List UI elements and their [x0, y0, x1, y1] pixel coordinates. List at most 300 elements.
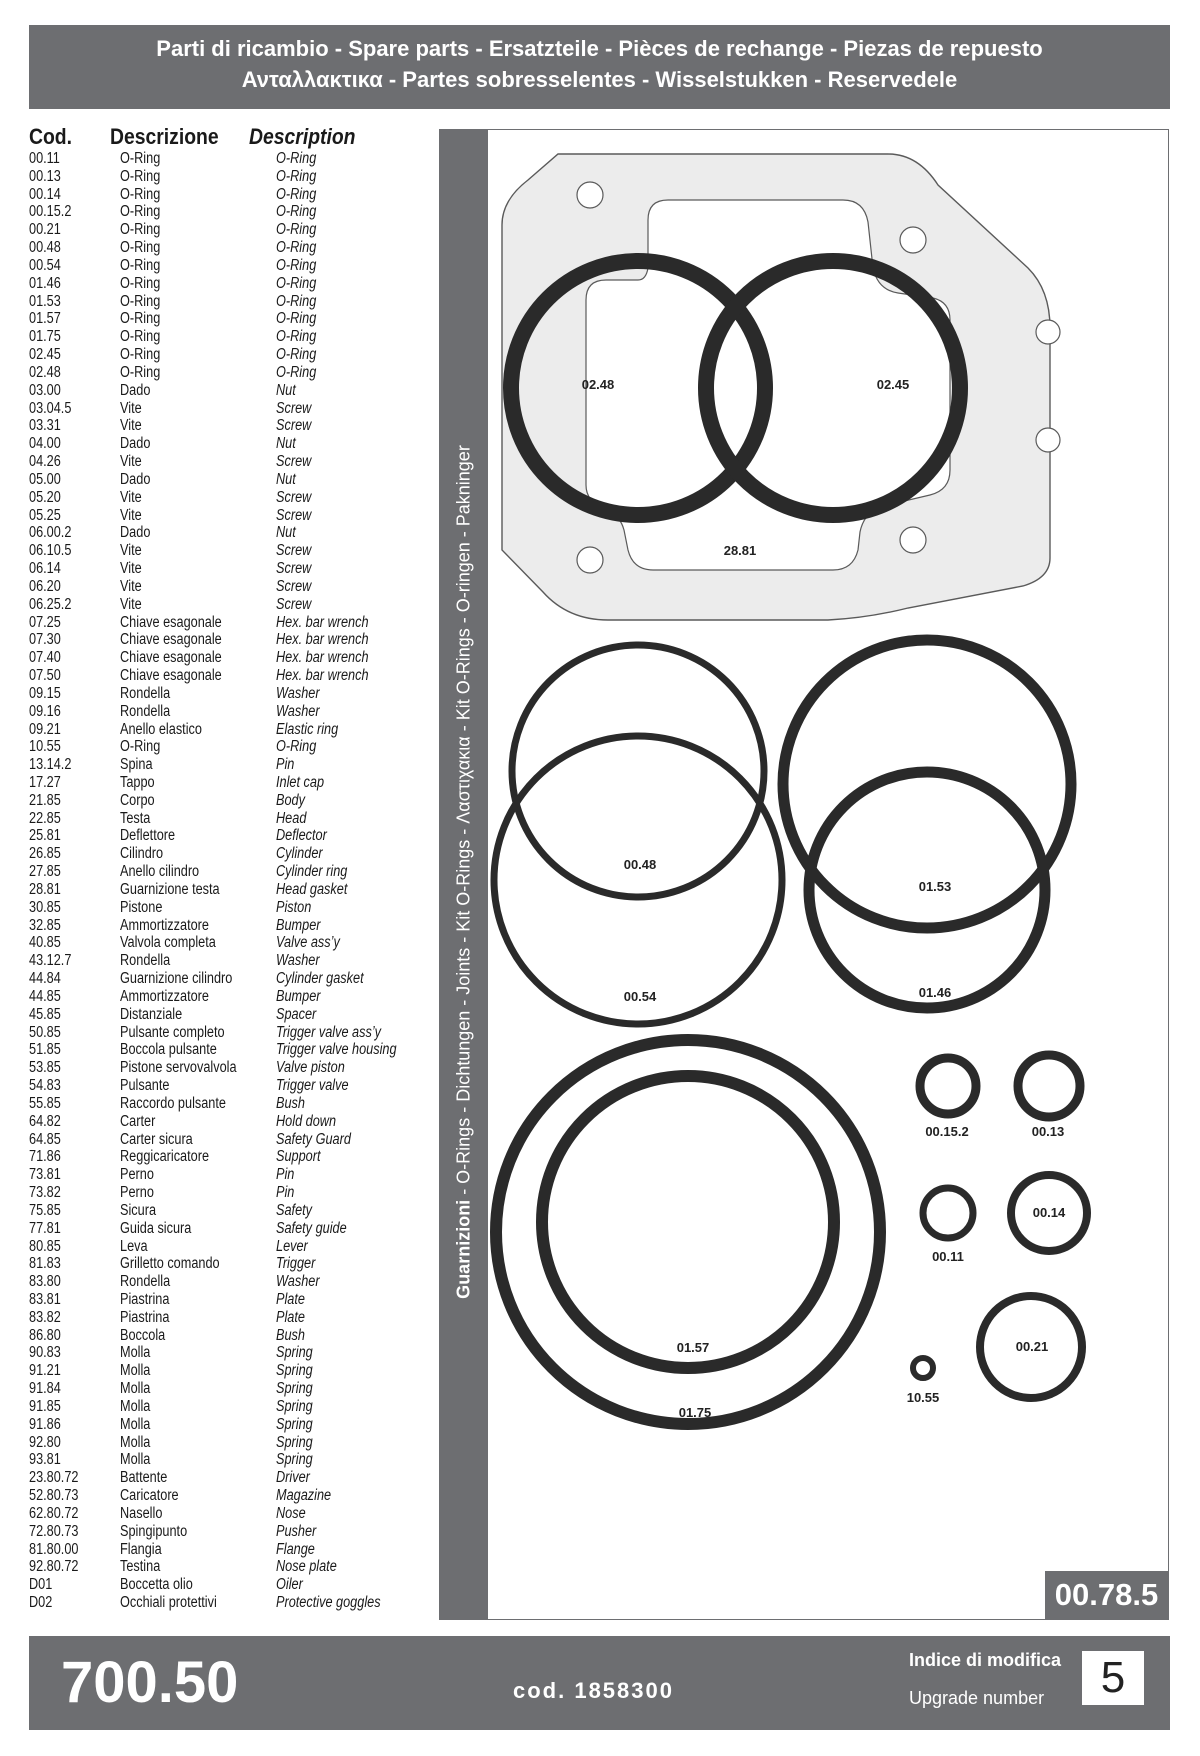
part-name-italian: Piastrina [120, 1308, 170, 1326]
part-code: 62.80.72 [29, 1504, 79, 1522]
part-name-english: O-Ring [276, 256, 317, 274]
part-code: 21.85 [29, 791, 61, 809]
part-name-english: Spring [276, 1362, 313, 1380]
part-name-italian: Rondella [120, 684, 171, 702]
label-00-15-2: 00.15.2 [925, 1124, 969, 1139]
part-name-italian: Vite [120, 577, 142, 595]
part-name-italian: Tappo [120, 773, 155, 791]
label-28-81: 28.81 [723, 543, 757, 558]
part-name-italian: Vite [120, 417, 142, 435]
part-name-italian: Dado [120, 470, 151, 488]
header-languages-line-2: Ανταλλακτικα - Partes sobresselentes - Wisselstukken - Reservedele [241, 67, 958, 92]
label-02-45: 02.45 [876, 377, 910, 392]
label-10-55: 10.55 [906, 1390, 940, 1405]
part-name-english: Lever [276, 1237, 308, 1255]
parts-row [29, 1041, 429, 1059]
part-code: 77.81 [29, 1219, 61, 1237]
part-name-english: O-Ring [276, 274, 317, 292]
part-name-english: Nut [276, 381, 296, 399]
part-code: 05.20 [29, 488, 61, 506]
part-name-english: Spring [276, 1397, 313, 1415]
label-00-11: 00.11 [932, 1249, 964, 1264]
parts-row [29, 542, 429, 560]
part-name-english: Nut [276, 435, 296, 453]
part-name-italian: Boccola [120, 1326, 166, 1344]
part-name-italian: Perno [120, 1166, 154, 1184]
part-code: 43.12.7 [29, 952, 72, 970]
parts-row [29, 1416, 429, 1434]
parts-row [29, 685, 429, 703]
gasket-bolt-hole [1036, 428, 1060, 452]
part-name-italian: Dado [120, 524, 151, 542]
seal-kit-diagram [439, 129, 1169, 1620]
part-code: 72.80.73 [29, 1522, 79, 1540]
part-name-italian: O-Ring [120, 738, 161, 756]
part-name-english: Spacer [276, 1005, 317, 1023]
part-name-english: Washer [276, 702, 320, 720]
parts-row [29, 952, 429, 970]
part-code: 00.15.2 [29, 203, 72, 221]
label-01-57: 01.57 [676, 1340, 710, 1355]
part-code: 01.57 [29, 310, 61, 328]
o-ring-00-13 [1018, 1055, 1080, 1117]
parts-row [29, 239, 429, 257]
part-name-english: O-Ring [276, 310, 317, 328]
part-name-english: Hold down [276, 1112, 337, 1130]
part-code: 23.80.72 [29, 1469, 79, 1487]
part-name-italian: Ammortizzatore [120, 987, 209, 1005]
part-code: 71.86 [29, 1148, 61, 1166]
parts-row [29, 1487, 429, 1505]
part-code: 07.40 [29, 649, 61, 667]
part-name-italian: O-Ring [120, 239, 161, 257]
parts-row [29, 1327, 429, 1345]
part-name-italian: Testa [120, 809, 151, 827]
part-name-english: Bumper [276, 916, 321, 934]
part-name-italian: Dado [120, 381, 151, 399]
part-name-italian: Testina [120, 1558, 161, 1576]
part-code: 28.81 [29, 880, 61, 898]
parts-row [29, 738, 429, 756]
page-header [29, 25, 1170, 109]
parts-row [29, 1309, 429, 1327]
part-name-italian: Flangia [120, 1540, 162, 1558]
part-name-italian: Vite [120, 560, 142, 578]
part-code: 44.85 [29, 987, 61, 1005]
part-code: 91.86 [29, 1415, 61, 1433]
part-name-english: Hex. bar wrench [276, 631, 369, 649]
part-name-italian: Valvola completa [120, 934, 216, 952]
header-languages-line-1: Parti di ricambio - Spare parts - Ersatzteile - Pièces de rechange - Piezas de repuesto [156, 36, 1043, 61]
parts-row [29, 1576, 429, 1594]
part-name-italian: Piastrina [120, 1291, 170, 1308]
part-name-english: Screw [276, 595, 312, 613]
parts-row [29, 1541, 429, 1559]
part-name-italian: Ammortizzatore [120, 916, 209, 934]
part-code: 03.00 [29, 381, 61, 399]
part-code: 81.80.00 [29, 1540, 79, 1558]
part-name-italian: Vite [120, 595, 142, 613]
parts-list [29, 124, 429, 1612]
part-code: 26.85 [29, 845, 61, 863]
part-name-italian: Vite [120, 399, 142, 417]
part-name-english: Hex. bar wrench [276, 667, 369, 685]
part-name-english: Spring [276, 1415, 313, 1433]
seals-drawing [488, 130, 1168, 1619]
part-code: 73.81 [29, 1166, 61, 1184]
part-code: 10.55 [29, 738, 61, 756]
parts-row [29, 257, 429, 275]
part-name-english: O-Ring [276, 203, 317, 221]
parts-row [29, 310, 429, 328]
part-code: 07.50 [29, 667, 61, 685]
column-header-english: Description [249, 124, 356, 149]
part-code: 86.80 [29, 1326, 61, 1344]
side-label-rest: - O-Rings - Dichtungen - Joints - Kit O-Rings - Λαστιχακια - Kit O-Rings - O-ringen - Pakninger [453, 445, 474, 1200]
parts-row [29, 1558, 429, 1576]
part-name-italian: Guarnizione testa [120, 880, 220, 898]
parts-row [29, 1095, 429, 1113]
part-name-english: Pusher [276, 1522, 317, 1540]
part-code: 00.48 [29, 239, 61, 257]
part-code: 32.85 [29, 916, 61, 934]
part-code: 17.27 [29, 773, 61, 791]
part-name-english: Trigger [276, 1255, 316, 1273]
part-name-italian: O-Ring [120, 167, 161, 185]
parts-row [29, 560, 429, 578]
o-ring-10-55 [913, 1358, 933, 1378]
part-name-italian: Corpo [120, 791, 155, 809]
part-code: 07.30 [29, 631, 61, 649]
part-name-italian: Reggicaricatore [120, 1148, 210, 1166]
parts-row [29, 1166, 429, 1184]
part-name-italian: Spingipunto [120, 1522, 188, 1540]
parts-row [29, 1238, 429, 1256]
part-name-italian: Pulsante [120, 1077, 170, 1095]
part-name-english: Driver [276, 1469, 310, 1487]
part-name-english: Screw [276, 453, 312, 471]
part-name-english: Pin [276, 756, 295, 774]
parts-row [29, 1131, 429, 1149]
part-name-english: Screw [276, 577, 312, 595]
part-name-english: Screw [276, 560, 312, 578]
o-ring-00-15-2 [920, 1058, 976, 1114]
part-name-english: Spring [276, 1344, 313, 1362]
part-name-english: Head gasket [276, 880, 348, 898]
label-00-13: 00.13 [1031, 1124, 1065, 1139]
o-ring-00-54 [494, 736, 782, 1024]
part-code: 01.53 [29, 292, 61, 310]
part-name-italian: Distanziale [120, 1005, 183, 1023]
parts-row [29, 1273, 429, 1291]
parts-row [29, 1220, 429, 1238]
part-name-italian: Molla [120, 1433, 151, 1451]
parts-row [29, 1523, 429, 1541]
part-name-italian: Anello elastico [120, 720, 202, 738]
part-code: 22.85 [29, 809, 61, 827]
part-name-english: Nut [276, 470, 296, 488]
part-name-italian: Spina [120, 756, 153, 774]
parts-row [29, 1077, 429, 1095]
part-name-italian: O-Ring [120, 256, 161, 274]
part-code: 02.48 [29, 363, 61, 381]
part-code: 01.46 [29, 274, 61, 292]
part-name-italian: Pistone servovalvola [120, 1059, 237, 1077]
label-02-48: 02.48 [581, 377, 615, 392]
part-name-english: O-Ring [276, 292, 317, 310]
part-name-english: Safety [276, 1201, 313, 1219]
part-name-english: Hex. bar wrench [276, 613, 369, 631]
part-name-english: Washer [276, 1273, 320, 1291]
part-code: 73.82 [29, 1184, 61, 1202]
part-code: 04.00 [29, 435, 61, 453]
part-name-italian: Molla [120, 1397, 151, 1415]
part-name-english: O-Ring [276, 167, 317, 185]
parts-row [29, 988, 429, 1006]
part-name-italian: O-Ring [120, 363, 161, 381]
part-name-english: Magazine [276, 1487, 332, 1505]
part-code: 51.85 [29, 1041, 61, 1059]
part-name-english: Cylinder gasket [276, 970, 364, 988]
part-code: 06.10.5 [29, 542, 72, 560]
part-name-italian: Guida sicura [120, 1219, 192, 1237]
parts-row [29, 1148, 429, 1166]
part-name-english: Flange [276, 1540, 315, 1558]
parts-row [29, 1059, 429, 1077]
part-code: 06.20 [29, 577, 61, 595]
parts-row [29, 507, 429, 525]
part-code: 64.82 [29, 1112, 61, 1130]
parts-row [29, 774, 429, 792]
page-footer [29, 1636, 1170, 1730]
part-code: 91.85 [29, 1397, 61, 1415]
column-header-code: Cod. [29, 124, 73, 149]
part-name-italian: Vite [120, 542, 142, 560]
parts-row [29, 970, 429, 988]
part-code: 92.80.72 [29, 1558, 79, 1576]
parts-row [29, 1024, 429, 1042]
part-name-italian: Pistone [120, 898, 163, 916]
part-name-english: O-Ring [276, 738, 317, 756]
label-00-21: 00.21 [1015, 1339, 1049, 1354]
parts-row [29, 934, 429, 952]
part-code: 52.80.73 [29, 1487, 79, 1505]
part-name-english: O-Ring [276, 346, 317, 364]
part-name-italian: Deflettore [120, 827, 176, 845]
parts-row [29, 524, 429, 542]
part-code: 30.85 [29, 898, 61, 916]
part-name-italian: Molla [120, 1415, 151, 1433]
part-name-english: Screw [276, 542, 312, 560]
parts-row [29, 417, 429, 435]
gasket-bolt-hole [900, 527, 926, 553]
part-name-italian: Molla [120, 1344, 151, 1362]
part-code: 00.11 [29, 150, 60, 167]
part-code: 09.21 [29, 720, 61, 738]
part-code: 03.04.5 [29, 399, 72, 417]
parts-row [29, 1344, 429, 1362]
part-name-english: Spring [276, 1433, 313, 1451]
part-code: 25.81 [29, 827, 61, 845]
parts-row [29, 203, 429, 221]
part-name-english: Bumper [276, 987, 321, 1005]
parts-row [29, 721, 429, 739]
part-name-english: Nose [276, 1504, 306, 1522]
label-00-54: 00.54 [623, 989, 657, 1004]
parts-row [29, 1380, 429, 1398]
parts-row [29, 382, 429, 400]
part-name-english: Body [276, 791, 305, 809]
o-ring-00-11 [923, 1188, 973, 1238]
part-code: 05.25 [29, 506, 61, 524]
revision-label-english: Upgrade number [909, 1688, 1045, 1708]
parts-row [29, 631, 429, 649]
kit-code-badge: 00.78.5 [1045, 1571, 1168, 1619]
part-name-english: Pin [276, 1184, 295, 1202]
part-name-italian: Battente [120, 1469, 168, 1487]
parts-row [29, 845, 429, 863]
part-name-italian: O-Ring [120, 185, 161, 203]
part-code: 04.26 [29, 453, 61, 471]
part-code: 54.83 [29, 1077, 61, 1095]
part-name-english: Spring [276, 1451, 313, 1469]
parts-row [29, 346, 429, 364]
part-name-english: Valve ass’y [276, 934, 340, 952]
parts-row [29, 435, 429, 453]
label-00-14: 00.14 [1032, 1205, 1066, 1220]
parts-row [29, 471, 429, 489]
part-name-italian: O-Ring [120, 292, 161, 310]
part-code: 00.13 [29, 167, 61, 185]
part-code: 45.85 [29, 1005, 61, 1023]
part-name-english: Protective goggles [276, 1594, 381, 1612]
part-name-english: Bush [276, 1094, 305, 1112]
part-code: 91.21 [29, 1362, 61, 1380]
parts-row [29, 328, 429, 346]
label-01-75: 01.75 [678, 1405, 712, 1420]
part-name-italian: Chiave esagonale [120, 649, 222, 667]
part-name-italian: Anello cilindro [120, 863, 200, 881]
part-name-italian: O-Ring [120, 346, 161, 364]
label-00-48: 00.48 [623, 857, 657, 872]
parts-row [29, 1255, 429, 1273]
part-code: 06.00.2 [29, 524, 72, 542]
part-name-english: Valve piston [276, 1059, 345, 1077]
part-name-english: Trigger valve ass’y [276, 1023, 382, 1041]
parts-row [29, 1451, 429, 1469]
parts-row [29, 1594, 429, 1612]
part-code: 64.85 [29, 1130, 61, 1148]
side-label-band [440, 130, 488, 1619]
part-code: 00.21 [29, 221, 61, 239]
parts-row [29, 186, 429, 204]
column-header-italian: Descrizione [109, 124, 219, 149]
part-code: 92.80 [29, 1433, 61, 1451]
gasket-bolt-hole [577, 547, 603, 573]
part-name-italian: O-Ring [120, 274, 161, 292]
part-name-english: Plate [276, 1291, 305, 1308]
part-name-italian: Vite [120, 453, 142, 471]
part-name-english: Cylinder [276, 845, 323, 863]
part-name-italian: Grilletto comando [120, 1255, 220, 1273]
part-name-italian: Pulsante completo [120, 1023, 225, 1041]
part-name-italian: O-Ring [120, 150, 161, 167]
part-code: 80.85 [29, 1237, 61, 1255]
side-label [454, 445, 475, 1299]
part-name-english: Spring [276, 1380, 313, 1398]
part-name-english: Oiler [276, 1576, 303, 1594]
part-code: 13.14.2 [29, 756, 72, 774]
part-name-english: Nose plate [276, 1558, 337, 1576]
revision-label-italian: Indice di modifica [909, 1650, 1062, 1670]
part-name-english: O-Ring [276, 239, 317, 257]
part-name-italian: Rondella [120, 702, 171, 720]
label-01-46: 01.46 [918, 985, 952, 1000]
parts-row [29, 578, 429, 596]
part-name-english: Support [276, 1148, 321, 1166]
part-code: 83.80 [29, 1273, 61, 1291]
parts-row [29, 221, 429, 239]
parts-row [29, 275, 429, 293]
parts-row [29, 293, 429, 311]
part-name-english: Cylinder ring [276, 863, 348, 881]
part-name-english: Plate [276, 1308, 305, 1326]
parts-row [29, 863, 429, 881]
part-name-italian: Dado [120, 435, 151, 453]
part-code: 50.85 [29, 1023, 61, 1041]
part-name-italian: Chiave esagonale [120, 631, 222, 649]
part-name-italian: Sicura [120, 1201, 157, 1219]
part-code: 06.14 [29, 560, 61, 578]
part-code: 02.45 [29, 346, 61, 364]
part-name-italian: Chiave esagonale [120, 667, 222, 685]
part-name-english: Screw [276, 399, 312, 417]
gasket-bolt-hole [577, 182, 603, 208]
part-code: 83.82 [29, 1308, 61, 1326]
part-code: 75.85 [29, 1201, 61, 1219]
part-name-english: Nut [276, 524, 296, 542]
part-name-english: O-Ring [276, 185, 317, 203]
part-name-italian: Leva [120, 1237, 148, 1255]
part-code: D02 [29, 1594, 53, 1612]
parts-row [29, 168, 429, 186]
part-name-italian: O-Ring [120, 310, 161, 328]
part-code: 40.85 [29, 934, 61, 952]
part-name-english: Washer [276, 952, 320, 970]
parts-row [29, 649, 429, 667]
part-code: 93.81 [29, 1451, 61, 1469]
revision-number: 5 [1082, 1651, 1144, 1705]
part-name-english: Head [276, 809, 307, 827]
part-name-english: Pin [276, 1166, 295, 1184]
parts-row [29, 792, 429, 810]
part-name-english: Inlet cap [276, 773, 325, 791]
parts-row [29, 614, 429, 632]
parts-row [29, 1469, 429, 1487]
part-code: 07.25 [29, 613, 61, 631]
part-code: 55.85 [29, 1094, 61, 1112]
part-code: 44.84 [29, 970, 61, 988]
parts-row [29, 489, 429, 507]
parts-row [29, 827, 429, 845]
part-code: 01.75 [29, 328, 61, 346]
part-code: 83.81 [29, 1291, 61, 1308]
part-name-italian: Rondella [120, 1273, 171, 1291]
part-name-italian: Carter sicura [120, 1130, 193, 1148]
part-name-italian: Cilindro [120, 845, 164, 863]
part-name-english: Trigger valve [276, 1077, 349, 1095]
part-code: 00.14 [29, 185, 61, 203]
